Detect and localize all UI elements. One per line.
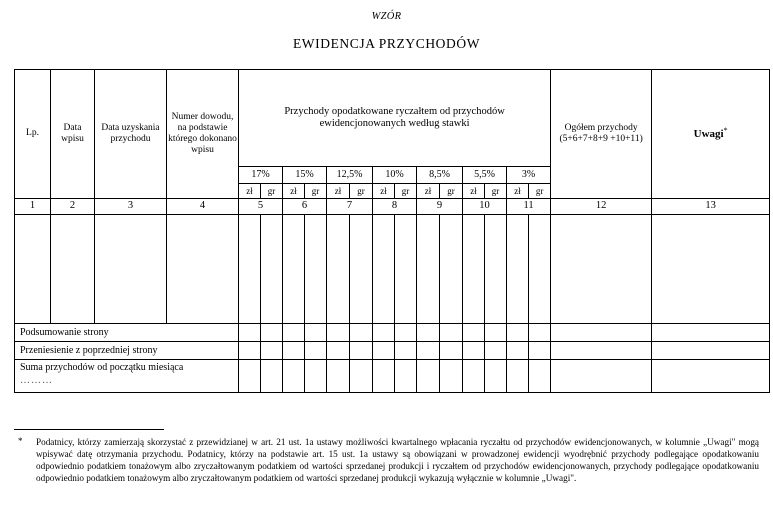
- table-column-number-row: [15, 199, 770, 215]
- summary-cell-przeniesienie-5-5-gr[interactable]: [485, 342, 507, 360]
- summary-label-text: Suma przychodów od początku miesiąca: [20, 362, 184, 373]
- column-number-4: 4: [167, 199, 239, 215]
- summary-cell-suma-3-gr[interactable]: [529, 360, 551, 393]
- summary-cell-podsumowanie-15-gr[interactable]: [305, 324, 327, 342]
- header-unit-zl-8-5: zł: [417, 184, 440, 199]
- header-rate-3: 3%: [507, 167, 551, 184]
- table-header-row-main: [15, 70, 770, 167]
- entry-cell-data-wpisu[interactable]: [51, 215, 95, 324]
- entry-cell-8-5-gr[interactable]: [440, 215, 463, 324]
- header-unit-gr-8-5: gr: [440, 184, 463, 199]
- footnote-body: [14, 436, 759, 485]
- summary-cell-przeniesienie-12-5-gr[interactable]: [350, 342, 373, 360]
- summary-cell-przeniesienie-17-gr[interactable]: [261, 342, 283, 360]
- income-ledger-table: [14, 69, 770, 393]
- summary-cell-podsumowanie-17-gr[interactable]: [261, 324, 283, 342]
- header-unit-gr-3: gr: [529, 184, 551, 199]
- footnote-marker: *: [18, 436, 23, 446]
- summary-label-przeniesienie: Przeniesienie z poprzedniej strony: [15, 342, 239, 360]
- summary-cell-podsumowanie-10-gr[interactable]: [395, 324, 417, 342]
- summary-cell-podsumowanie-ogolem[interactable]: [551, 324, 652, 342]
- footnote-paragraph: Podatnicy, którzy zamierzają skorzystać z przewidzianej w art. 21 ust. 1a ustawy możliwości kwartalnego wpłacania ryczałtu od przychodów ewidencjonowanych, w kolumnie „Uwagi" mogą wpisywać datę otrzymania przychodu. Podatnicy, którzy na podstawie art. 15 ust. 1a ustawy są obowiązani w prowadzonej ewidencji wyodrębnić przychody podlegające opodatkowaniu odpowiednio podatkiem tonażowym albo zryczałtowanym podatkiem od wartości sprzedanej produkcji i ryczałtem od przychodów ewidencjonowanych, przychody podlegające opodatkowaniu odpowiednio podatkiem tonażowym albo zryczałtowanym podatkiem od wartości sprzedanej produkcji wykazują wyłącznie w kolumnie „Uwagi".: [36, 437, 759, 484]
- entry-cell-17-gr[interactable]: [261, 215, 283, 324]
- summary-cell-podsumowanie-17-zl[interactable]: [239, 324, 261, 342]
- summary-cell-suma-ogolem[interactable]: [551, 360, 652, 393]
- column-number-9: 9: [417, 199, 463, 215]
- column-number-2: 2: [51, 199, 95, 215]
- header-unit-zl-10: zł: [373, 184, 395, 199]
- summary-cell-suma-3-zl[interactable]: [507, 360, 529, 393]
- summary-cell-suma-10-zl[interactable]: [373, 360, 395, 393]
- header-ogolem-przychody: Ogółem przychody (5+6+7+8+9 +10+11): [551, 70, 652, 199]
- summary-cell-podsumowanie-10-zl[interactable]: [373, 324, 395, 342]
- entry-cell-10-gr[interactable]: [395, 215, 417, 324]
- footnote-section: [14, 429, 759, 485]
- summary-cell-podsumowanie-5-5-zl[interactable]: [463, 324, 485, 342]
- footnote-text: [36, 436, 759, 485]
- summary-cell-podsumowanie-12-5-gr[interactable]: [350, 324, 373, 342]
- summary-cell-suma-5-5-zl[interactable]: [463, 360, 485, 393]
- ledger-table-container: [14, 69, 759, 393]
- summary-row-podsumowanie-strony: [15, 324, 770, 342]
- header-unit-gr-12-5: gr: [350, 184, 373, 199]
- entry-cell-12-5-gr[interactable]: [350, 215, 373, 324]
- header-uwagi-footnote-mark: *: [723, 126, 728, 136]
- summary-label-suma-od-poczatku-miesiaca: [15, 360, 239, 393]
- entry-cell-15-gr[interactable]: [305, 215, 327, 324]
- header-rate-15: 15%: [283, 167, 327, 184]
- summary-cell-przeniesienie-8-5-gr[interactable]: [440, 342, 463, 360]
- entry-cell-5-5-gr[interactable]: [485, 215, 507, 324]
- table-entry-area-row[interactable]: [15, 215, 770, 324]
- summary-label-dotted-line: ………: [20, 374, 53, 386]
- header-data-wpisu: Data wpisu: [51, 70, 95, 199]
- summary-cell-przeniesienie-12-5-zl[interactable]: [327, 342, 350, 360]
- column-number-5: 5: [239, 199, 283, 215]
- summary-cell-przeniesienie-15-gr[interactable]: [305, 342, 327, 360]
- column-number-10: 10: [463, 199, 507, 215]
- summary-cell-przeniesienie-15-zl[interactable]: [283, 342, 305, 360]
- entry-cell-10-zl[interactable]: [373, 215, 395, 324]
- column-number-6: 6: [283, 199, 327, 215]
- column-number-3: 3: [95, 199, 167, 215]
- summary-cell-przeniesienie-10-zl[interactable]: [373, 342, 395, 360]
- header-unit-zl-15: zł: [283, 184, 305, 199]
- entry-cell-15-zl[interactable]: [283, 215, 305, 324]
- summary-cell-suma-8-5-gr[interactable]: [440, 360, 463, 393]
- summary-cell-suma-15-gr[interactable]: [305, 360, 327, 393]
- summary-cell-podsumowanie-8-5-zl[interactable]: [417, 324, 440, 342]
- column-number-1: 1: [15, 199, 51, 215]
- page-title: EWIDENCJA PRZYCHODÓW: [292, 36, 481, 51]
- document-kind-label: WZÓR: [371, 11, 402, 22]
- entry-cell-lp[interactable]: [15, 215, 51, 324]
- column-number-12: 12: [551, 199, 652, 215]
- header-rate-10: 10%: [373, 167, 417, 184]
- document-page: [0, 11, 773, 513]
- header-unit-zl-12-5: zł: [327, 184, 350, 199]
- summary-cell-podsumowanie-12-5-zl[interactable]: [327, 324, 350, 342]
- entry-cell-5-5-zl[interactable]: [463, 215, 485, 324]
- summary-cell-przeniesienie-5-5-zl[interactable]: [463, 342, 485, 360]
- summary-cell-przeniesienie-ogolem[interactable]: [551, 342, 652, 360]
- summary-cell-podsumowanie-5-5-gr[interactable]: [485, 324, 507, 342]
- entry-cell-8-5-zl[interactable]: [417, 215, 440, 324]
- header-numer-dowodu: Numer dowodu, na podstawie którego dokonano wpisu: [167, 70, 239, 199]
- summary-cell-przeniesienie-17-zl[interactable]: [239, 342, 261, 360]
- summary-cell-podsumowanie-15-zl[interactable]: [283, 324, 305, 342]
- column-number-13: 13: [652, 199, 770, 215]
- header-rate-12-5: 12,5%: [327, 167, 373, 184]
- summary-cell-suma-uwagi[interactable]: [652, 360, 770, 393]
- header-unit-gr-17: gr: [261, 184, 283, 199]
- summary-cell-suma-17-gr[interactable]: [261, 360, 283, 393]
- summary-cell-suma-12-5-gr[interactable]: [350, 360, 373, 393]
- summary-cell-podsumowanie-3-gr[interactable]: [529, 324, 551, 342]
- header-lp: Lp.: [15, 70, 51, 199]
- entry-cell-uwagi[interactable]: [652, 215, 770, 324]
- entry-cell-12-5-zl[interactable]: [327, 215, 350, 324]
- entry-cell-data-uzyskania[interactable]: [95, 215, 167, 324]
- entry-cell-ogolem[interactable]: [551, 215, 652, 324]
- header-rate-8-5: 8,5%: [417, 167, 463, 184]
- header-data-uzyskania-przychodu: Data uzyskania przychodu: [95, 70, 167, 199]
- header-uwagi: [652, 70, 770, 199]
- summary-cell-suma-12-5-zl[interactable]: [327, 360, 350, 393]
- header-rate-17: 17%: [239, 167, 283, 184]
- summary-cell-przeniesienie-8-5-zl[interactable]: [417, 342, 440, 360]
- summary-cell-przeniesienie-3-zl[interactable]: [507, 342, 529, 360]
- column-number-7: 7: [327, 199, 373, 215]
- summary-cell-suma-17-zl[interactable]: [239, 360, 261, 393]
- header-uwagi-label: Uwagi: [693, 128, 724, 141]
- entry-cell-3-gr[interactable]: [529, 215, 551, 324]
- header-unit-gr-15: gr: [305, 184, 327, 199]
- summary-cell-podsumowanie-8-5-gr[interactable]: [440, 324, 463, 342]
- summary-cell-suma-8-5-zl[interactable]: [417, 360, 440, 393]
- summary-label-podsumowanie-strony: Podsumowanie strony: [15, 324, 239, 342]
- summary-row-przeniesienie: [15, 342, 770, 360]
- summary-cell-suma-5-5-gr[interactable]: [485, 360, 507, 393]
- header-przychody-group: Przychody opodatkowane ryczałtem od przychodów ewidencjonowanych według stawki: [239, 70, 551, 167]
- header-unit-zl-3: zł: [507, 184, 529, 199]
- summary-cell-suma-10-gr[interactable]: [395, 360, 417, 393]
- summary-cell-podsumowanie-uwagi[interactable]: [652, 324, 770, 342]
- summary-cell-przeniesienie-uwagi[interactable]: [652, 342, 770, 360]
- summary-cell-przeniesienie-3-gr[interactable]: [529, 342, 551, 360]
- header-unit-zl-5-5: zł: [463, 184, 485, 199]
- header-unit-gr-5-5: gr: [485, 184, 507, 199]
- header-unit-zl-17: zł: [239, 184, 261, 199]
- entry-cell-3-zl[interactable]: [507, 215, 529, 324]
- footnote-divider: [14, 429, 164, 430]
- summary-cell-podsumowanie-3-zl[interactable]: [507, 324, 529, 342]
- summary-row-suma-od-poczatku-miesiaca: [15, 360, 770, 393]
- summary-cell-przeniesienie-10-gr[interactable]: [395, 342, 417, 360]
- column-number-11: 11: [507, 199, 551, 215]
- header-unit-gr-10: gr: [395, 184, 417, 199]
- column-number-8: 8: [373, 199, 417, 215]
- entry-cell-numer-dowodu[interactable]: [167, 215, 239, 324]
- summary-cell-suma-15-zl[interactable]: [283, 360, 305, 393]
- entry-cell-17-zl[interactable]: [239, 215, 261, 324]
- header-rate-5-5: 5,5%: [463, 167, 507, 184]
